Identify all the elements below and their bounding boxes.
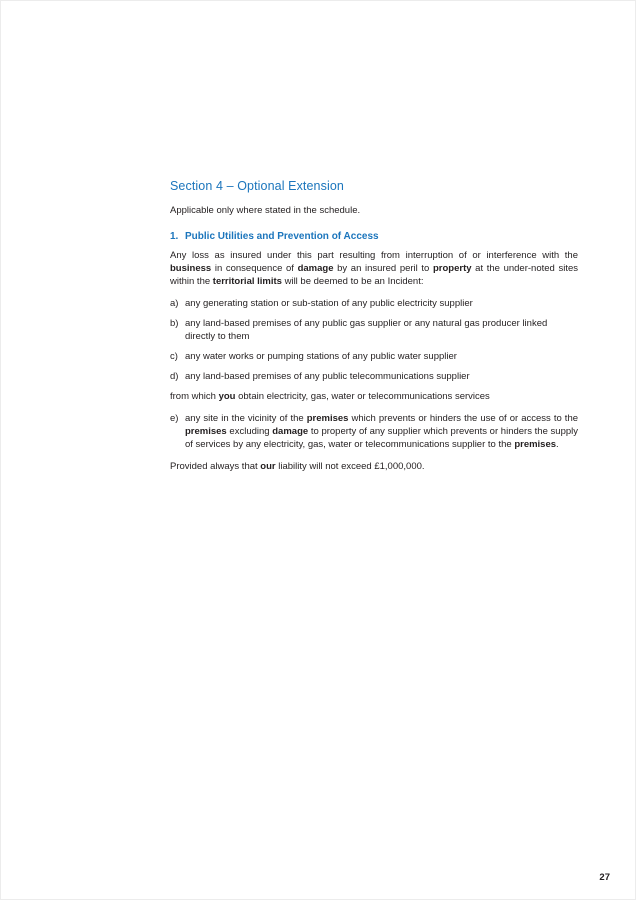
intro-paragraph: Any loss as insured under this part resulting from interruption of or interference with the business in consequence of damage by an insured peril to property at the under-noted sites within the territorial limits will be deemed to be an Incident:	[170, 250, 578, 287]
list-item-a	[170, 297, 578, 310]
list-item-d-label: d)	[170, 371, 179, 382]
list-item-d-text: any land-based premises of any public telecommunications supplier	[185, 371, 470, 382]
list-item-d	[170, 370, 578, 383]
list-item-b	[170, 317, 578, 343]
list-item-b-text: any land-based premises of any public gas supplier or any natural gas producer linked directly to them	[185, 318, 548, 342]
page-content	[170, 179, 578, 473]
page-number: 27	[599, 872, 610, 883]
section-title: Section 4 – Optional Extension	[170, 179, 344, 193]
clause-number: 1.	[170, 231, 179, 242]
list-item-c-text: any water works or pumping stations of any public water supplier	[185, 351, 457, 362]
list-item-b-label: b)	[170, 318, 179, 329]
list-item-e	[170, 412, 578, 451]
incident-list	[170, 297, 578, 383]
clause-heading	[170, 231, 578, 242]
list-item-e-text: any site in the vicinity of the premises which prevents or hinders the use of or access to the premises excluding damage to property of any supplier which prevents or hinders the supply of services by any electricity, gas, water or telecommunications supplier to the premises.	[185, 413, 579, 450]
list-item-c-label: c)	[170, 351, 178, 362]
applicability-note: Applicable only where stated in the schedule.	[170, 205, 361, 216]
list-item-a-label: a)	[170, 298, 179, 309]
services-note: from which you obtain electricity, gas, water or telecommunications services	[170, 391, 490, 402]
proviso-paragraph: Provided always that our liability will not exceed £1,000,000.	[170, 461, 425, 472]
list-item-e-label: e)	[170, 413, 179, 424]
list-item-c	[170, 350, 578, 363]
clause-title: Public Utilities and Prevention of Access	[185, 231, 379, 242]
list-item-a-text: any generating station or sub-station of any public electricity supplier	[185, 298, 473, 309]
